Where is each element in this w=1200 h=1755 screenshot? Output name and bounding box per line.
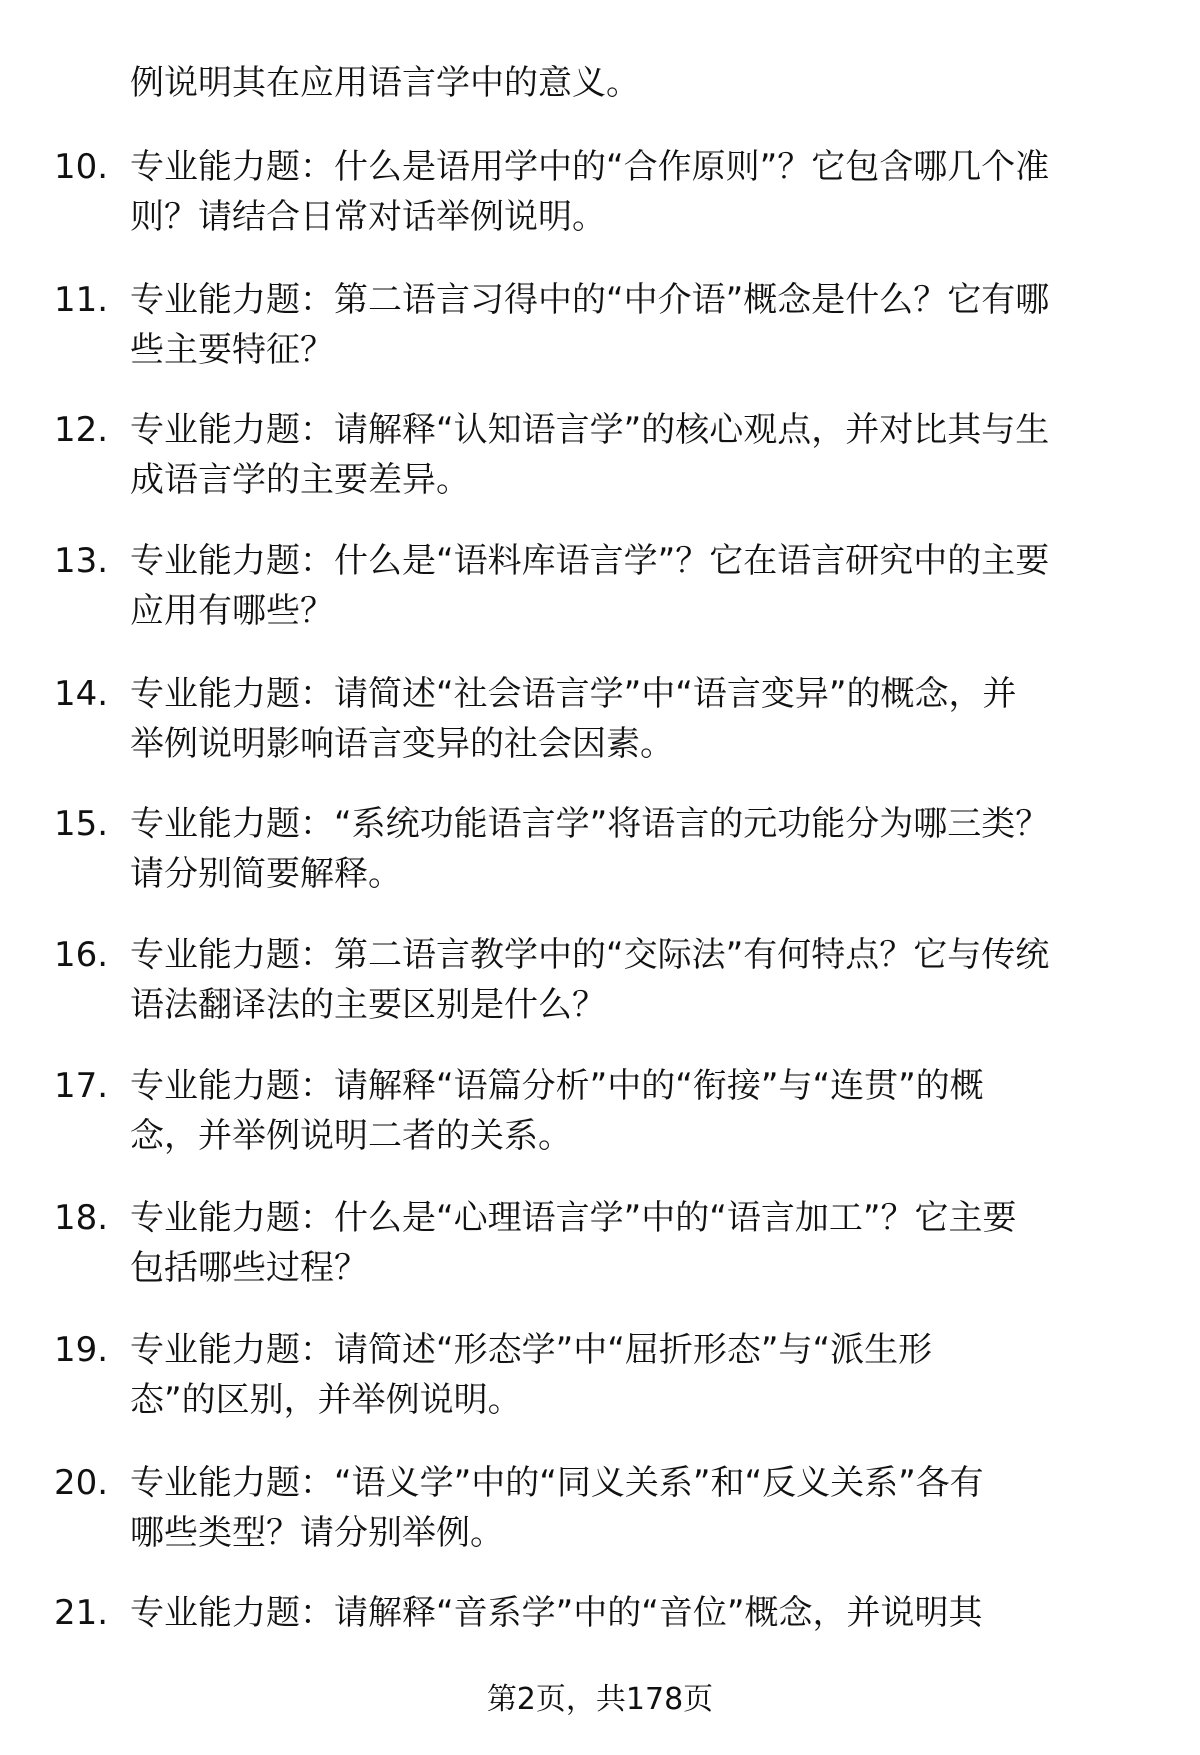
question-text-line: 举例说明影响语言变异的社会因素。 bbox=[130, 724, 674, 764]
question-text-line: 专业能力题：请解释“语篇分析”中的“衔接”与“连贯”的概 bbox=[130, 1066, 984, 1106]
question-text-line: 专业能力题：第二语言习得中的“中介语”概念是什么？它有哪 bbox=[130, 280, 1050, 320]
question-number: 19. bbox=[54, 1330, 109, 1370]
question-number: 13. bbox=[54, 541, 109, 581]
question-number: 12. bbox=[54, 410, 109, 450]
question-text-line: 专业能力题：“系统功能语言学”将语言的元功能分为哪三类？ bbox=[130, 804, 1050, 844]
question-text-line: 应用有哪些？ bbox=[130, 591, 334, 631]
question-text-line: 包括哪些过程？ bbox=[130, 1248, 368, 1288]
question-number: 11. bbox=[54, 280, 109, 320]
question-text-line: 专业能力题：什么是语用学中的“合作原则”？它包含哪几个准 bbox=[130, 147, 1050, 187]
question-text-line: 语法翻译法的主要区别是什么？ bbox=[130, 985, 606, 1025]
question-text-line: 专业能力题：“语义学”中的“同义关系”和“反义关系”各有 bbox=[130, 1463, 984, 1503]
question-number: 21. bbox=[54, 1593, 109, 1633]
question-number: 18. bbox=[54, 1198, 109, 1238]
question-text-line: 念，并举例说明二者的关系。 bbox=[130, 1116, 572, 1156]
question-text-line: 专业能力题：什么是“心理语言学”中的“语言加工”？它主要 bbox=[130, 1198, 1017, 1238]
continuation-text: 例说明其在应用语言学中的意义。 bbox=[130, 63, 640, 103]
question-number: 20. bbox=[54, 1463, 109, 1503]
question-number: 17. bbox=[54, 1066, 109, 1106]
question-number: 15. bbox=[54, 804, 109, 844]
question-number: 16. bbox=[54, 935, 109, 975]
question-number: 10. bbox=[54, 147, 109, 187]
question-text-line: 成语言学的主要差异。 bbox=[130, 460, 470, 500]
question-text-line: 专业能力题：请简述“形态学”中“屈折形态”与“派生形 bbox=[130, 1330, 933, 1370]
question-text-line: 专业能力题：请解释“认知语言学”的核心观点，并对比其与生 bbox=[130, 410, 1050, 450]
question-text-line: 哪些类型？请分别举例。 bbox=[130, 1513, 504, 1553]
question-text-line: 专业能力题：请解释“音系学”中的“音位”概念，并说明其 bbox=[130, 1593, 983, 1633]
question-text-line: 专业能力题：第二语言教学中的“交际法”有何特点？它与传统 bbox=[130, 935, 1050, 975]
page-footer: 第2页，共178页 bbox=[486, 1682, 714, 1717]
question-text-line: 请分别简要解释。 bbox=[130, 854, 402, 894]
question-text-line: 些主要特征？ bbox=[130, 330, 334, 370]
question-text-line: 则？请结合日常对话举例说明。 bbox=[130, 197, 606, 237]
question-text-line: 态”的区别，并举例说明。 bbox=[130, 1380, 522, 1420]
question-text-line: 专业能力题：请简述“社会语言学”中“语言变异”的概念，并 bbox=[130, 674, 1017, 714]
question-text-line: 专业能力题：什么是“语料库语言学”？它在语言研究中的主要 bbox=[130, 541, 1050, 581]
question-number: 14. bbox=[54, 674, 109, 714]
